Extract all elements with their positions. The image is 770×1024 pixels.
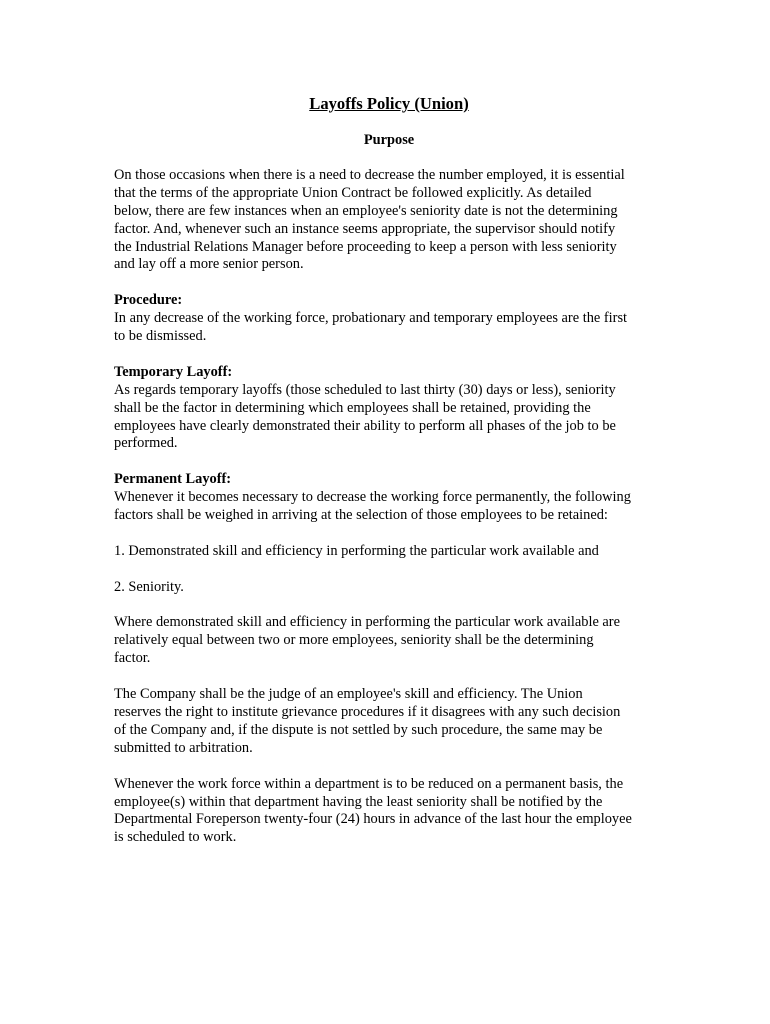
paragraph-line: Whenever the work force within a department is to be reduced on a permanent basis, the	[114, 775, 624, 792]
paragraph-line: As regards temporary layoffs (those scheduled to last thirty (30) days or less), seniority	[114, 381, 616, 398]
paragraph-line: performed.	[114, 435, 178, 452]
temporary-layoff-heading: Temporary Layoff:	[114, 363, 233, 380]
paragraph-line: The Company shall be the judge of an employee's skill and efficiency. The Union	[114, 686, 583, 703]
paragraph-line: Whenever it becomes necessary to decrease the working force permanently, the following	[114, 489, 631, 506]
factor-2	[114, 579, 664, 597]
equal-skill-paragraph	[114, 614, 664, 668]
paragraph-line: factor. And, whenever such an instance seems appropriate, the supervisor should notify	[114, 220, 616, 237]
workforce-reduction-paragraph	[114, 776, 664, 848]
paragraph-line: In any decrease of the working force, probationary and temporary employees are the first	[114, 310, 628, 327]
paragraph-line: the Industrial Relations Manager before proceeding to keep a person with less seniority	[114, 238, 617, 255]
paragraph-line: and lay off a more senior person.	[114, 256, 304, 273]
paragraph-line: On those occasions when there is a need to decrease the number employed, it is essential	[114, 166, 625, 183]
procedure-section	[114, 292, 664, 346]
document-title: Layoffs Policy (Union)	[309, 94, 469, 113]
paragraph-line: employees have clearly demonstrated their ability to perform all phases of the job to be	[114, 417, 616, 434]
paragraph-line: is scheduled to work.	[114, 829, 237, 846]
paragraph-line: factors shall be weighed in arriving at the selection of those employees to be retained:	[114, 507, 608, 524]
permanent-layoff-heading: Permanent Layoff:	[114, 471, 232, 488]
paragraph-line: of the Company and, if the dispute is not settled by such procedure, the same may be	[114, 721, 603, 738]
paragraph-line: Where demonstrated skill and efficiency in performing the particular work available are	[114, 614, 620, 631]
paragraph-line: Departmental Foreperson twenty-four (24) hours in advance of the last hour the employee	[114, 811, 632, 828]
paragraph-line: reserves the right to institute grievance procedures if it disagrees with any such decision	[114, 703, 621, 720]
temporary-layoff-section	[114, 364, 664, 454]
list-item: 1. Demonstrated skill and efficiency in performing the particular work available and	[114, 542, 599, 559]
factor-1	[114, 543, 664, 561]
document-body	[114, 93, 664, 865]
paragraph-line: submitted to arbitration.	[114, 739, 253, 756]
paragraph-line: relatively equal between two or more employees, seniority shall be the determining	[114, 632, 594, 649]
paragraph-line: that the terms of the appropriate Union Contract be followed explicitly. As detailed	[114, 184, 592, 201]
paragraph-line: shall be the factor in determining which employees shall be retained, providing the	[114, 399, 591, 416]
paragraph-line: factor.	[114, 650, 151, 667]
company-judge-paragraph	[114, 686, 664, 758]
paragraph-line: employee(s) within that department having the least seniority shall be notified by the	[114, 793, 603, 810]
paragraph-line: to be dismissed.	[114, 328, 207, 345]
procedure-heading: Procedure:	[114, 292, 183, 309]
purpose-paragraph	[114, 167, 664, 274]
purpose-heading: Purpose	[363, 132, 415, 148]
permanent-layoff-section	[114, 471, 664, 525]
list-item: 2. Seniority.	[114, 578, 184, 595]
paragraph-line: below, there are few instances when an employee's seniority date is not the determining	[114, 202, 618, 219]
